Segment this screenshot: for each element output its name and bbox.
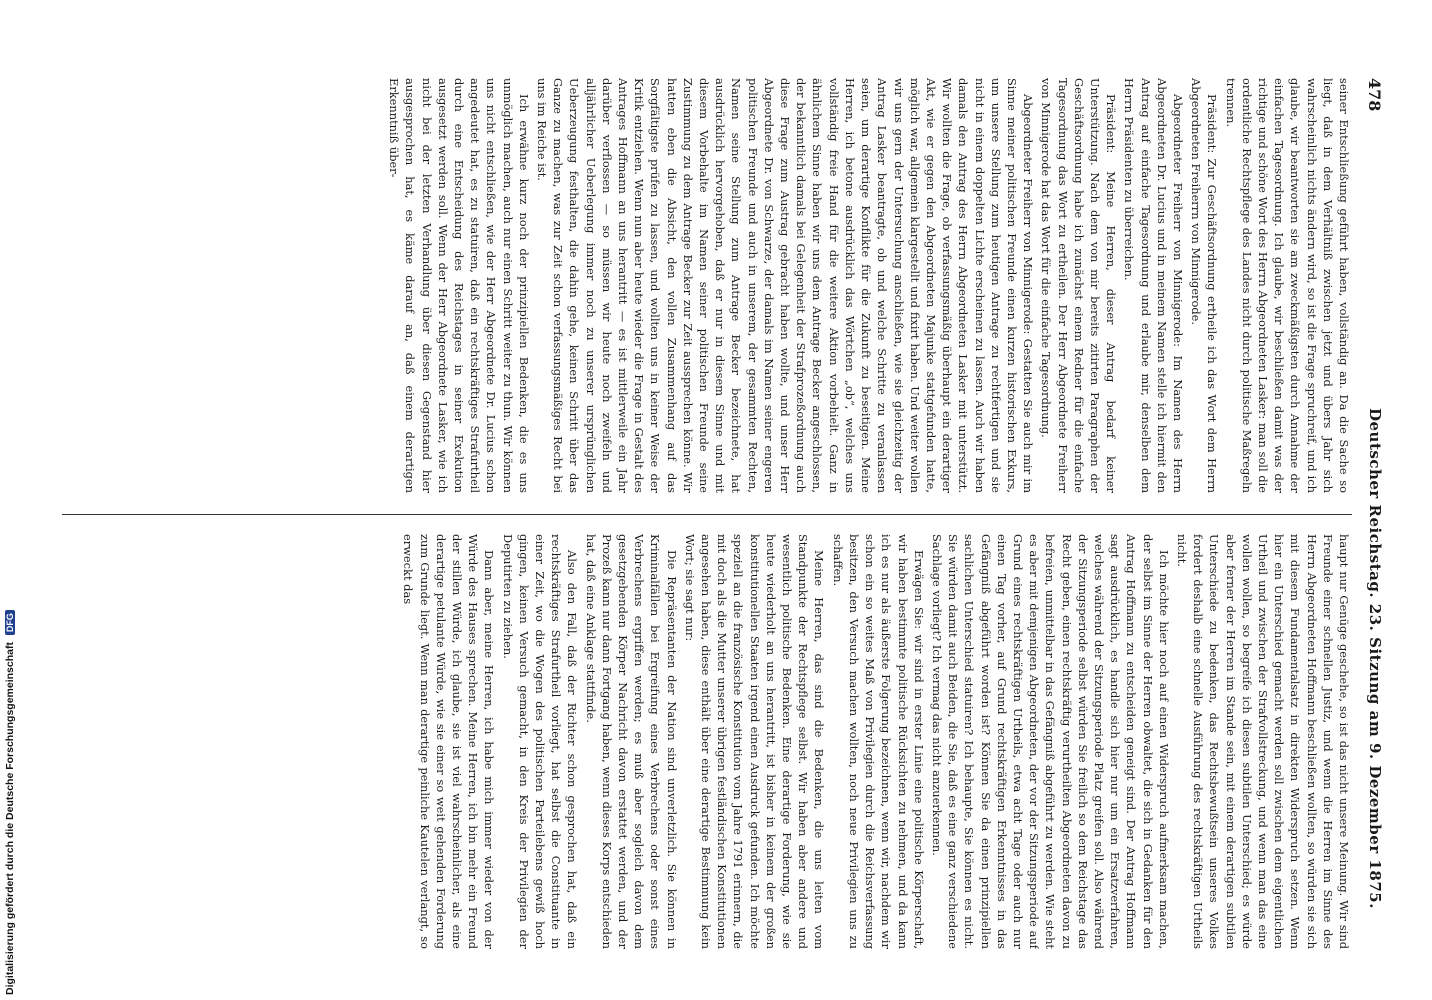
digitization-credit	[0, 0, 22, 1000]
paragraph: Präsident: Meine Herren, dieser Antrag bedarf keiner Unterstützung. Nach dem von mir bereits zitirten Paragraphen der Geschäftsordnung habe ich zunächst einem Redner für die einfache Tagesordnung das Wort zu ertheilen. Der Herr Abgeordnete Freiherr von Minnigerode hat das Wort für die einfache Tagesordnung.	[1039, 78, 1119, 493]
paragraph: Erwägen Sie: wir sind in erster Linie eine politische Körperschaft, wir haben bestimmte politische Rücksichten zu nehmen, und da kann ich es nur als äußerste Folgerung bezeichnen, wenn wir, nachdem wir schon ein so weites Maß von Privilegien durch die Reichsverfassung besitzen, den Versuch machen wollten, noch neue Privilegien uns zu schaffen.	[830, 534, 926, 949]
page-number: 478	[1365, 78, 1384, 112]
paragraph: Ich möchte hier noch auf einen Widerspruch aufmerksam machen, der selbst im Sinne der Herren obwaltet, die sich in Gedanken für den Antrag Hoffmann zu entscheiden geneigt sind. Der Antrag Hoffmann sagt ausdrücklich, es handle sich hier nur um ein Ersatzverfahren, welches während der Sitzungsperiode Platz greifen soll. Also während der Sitzungsperiode selbst würden Sie freilich so dem Reichstage das Recht geben, einen rechtskräftig verurtheilten Abgeordneten davon zu befreien, unmittelbar in das Gefängniß abgeführt zu werden. Wie steht es aber mit demjenigen Abgeordneten, der vor der Sitzungsperiode auf Grund eines rechtskräftigen Urtheils, etwa acht Tage oder auch nur einen Tag vorher, auf Grund rechtskräftigen Erkenntnisses in das Gefängniß abgeführt worden ist? Können Sie da einen prinzipiellen sachlichen Unterschied statuiren? Ich behaupte, Sie können es nicht. Sie würden damit auch Beiden, die Sie, daß es eine ganz verschiedene Sachlage vorliegt? Ich vermag das nicht anzuerkennen.	[929, 534, 1171, 949]
page-header	[1362, 78, 1386, 958]
document-page	[56, 78, 1386, 958]
paragraph: seiner Entschließung geführt haben, vollständig an. Da die Sache so liegt, daß in dem Verhältniß zwischen jetzt und übers Jahr sich wahrscheinlich nichts ändern wird, so ist die Frage spruchreif, und ich glaube, wir beantworten sie am zweckmäßigsten durch Annahme der einfachen Tagesordnung. Ich glaube, wir beschließen damit was der richtige und schöne Wort des Herrn Abgeordneten Lasker: man soll die ordentliche Rechtspflege des Landes nicht durch politische Maßregeln trennen.	[1223, 78, 1351, 493]
paragraph: Also den Fall, daß der Richter schon gesprochen hat, daß ein rechtskräftiges Strafurtheil vorliegt, hat selbst die Constituante in einer Zeit, wo die Wogen des politischen Parteilebens gewiß hoch gingen, keinen Versuch gemacht, in den Kreis der Privilegien der Deputirten zu ziehen.	[500, 534, 580, 949]
dfg-logo-icon: DFG	[5, 610, 15, 635]
running-head: Deutscher Reichstag. 23. Sitzung am 9. Dezember 1875.	[1366, 408, 1384, 909]
credit-text: Digitalisierung gefördert durch die Deutsche Forschungsgemeinschaft	[4, 642, 16, 995]
credit-line	[4, 610, 16, 995]
paragraph: Abgeordneter Freiherr von Minnigerode: Im Namen des Herrn Abgeordneten Dr. Lucius und in meinem Namen stelle ich hiermit den Antrag auf einfache Tagesordnung und erlaube mir, denselben dem Herrn Präsidenten zu überreichen.	[1122, 78, 1185, 493]
right-column	[62, 534, 1352, 949]
paragraph: Ich erwähne kurz noch der prinzipiellen Bedenken, die es uns unmöglich machen, auch nur einen Schritt weiter zu thun. Wir können uns nicht entschließen, wie der Herr Abgeordnete Dr. Lucius schon angedeutet hat, es zu statuiren, daß ein rechtskräftiges Strafurtheil durch eine Entscheidung des Reichstages in seiner Exekution ausgesetzt werden soll. Wenn der Herr Abgeordnete Lasker, wie ich nicht bei der letzten Verhandlung über diesen Gegenstand hier ausgesprochen hat, es käme darauf an, daß einem derartigen Erkenntniß über-	[387, 78, 531, 493]
paragraph: Abgeordneter Freiherr von Minnigerode: Gestatten Sie auch mir im Sinne meiner politischen Freunde einen kurzen historischen Exkurs, um unsere Stellung zum heutigen Antrage zu rechtfertigen und sie nicht in einem doppelten Lichte erscheinen zu lassen. Auch wir haben damals den Antrag des Herrn Abgeordneten Lasker mit unterstützt. Wir wollten die Frage, ob verfassungsmäßig überhaupt ein derartiger Akt, wie er gegen den Abgeordneten Majunke stattgefunden hatte, möglich war, allgemein klargestellt und fixirt haben. Und weiter wollen wir uns gern der Untersuchung anschließen, wie sie gleichzeitig der Antrag Lasker beantragte, ob und welche Schritte zu veranlassen seien, um derartige Konflikte für die Zukunft zu beseitigen. Meine Herren, ich betone ausdrücklich das Wörtchen „ob“, welches uns vollständig freie Hand für die weitere Aktion vorbehielt. Ganz in ähnlichem Sinne haben wir uns dem Antrage Becker angeschlossen, der bekanntlich damals bei Gelegenheit der Strafprozeßordnung auch diese Frage zum Austrag gebracht haben wollte, und unser Herr Abgeordnete Dr. von Schwarze, der damals im Namen seiner engeren politischen Freunde und auch in unserem, der gesammten Rechten, Namen seine Stellung zum Antrage Becker bezeichnete, hat ausdrücklich hervorgehoben, daß er nur in diesem Sinne und mit diesem Vorbehalte im Namen seiner politischen Freunde seine Zustimmung zu dem Antrage Becker zur Zeit aussprechen könne. Wir hatten eben die Absicht, den vollen Zusammenhang auf das Sorgfältigste prüfen zu lassen, und wollten uns in keiner Weise der Kritik entziehen. Wenn nun aber heute wieder die Frage in Gestalt des Antrages Hoffmann an uns herantritt — es ist mittlerweile ein Jahr darüber verflossen — so müssen wir heute noch zweifeln und alljährlicher Ueberlegung immer noch zu unserer ursprünglichen Ueberzeugung festhalten, die dahin gehe, keinen Schritt über das Ganze zu machen, was zur Zeit schon verfassungsmäßiges Recht bei uns im Reiche ist.	[535, 78, 1036, 493]
column-divider	[62, 514, 1352, 515]
left-column	[62, 78, 1352, 493]
paragraph: Dann aber, meine Herren, ich habe mich immer wieder von der Würde des Hauses sprechen. Meine Herren, ich bin mehr ein Freund der stillen Würde, ich glaube, sie ist viel wahrscheinlicher, als eine derartige petulante Würde, wie sie einer so weit gehenden Forderung zum Grunde liegt. Wenn man derartige peinliche Kautelen verlangt, so erweckt das	[401, 534, 497, 949]
paragraph: haupt nur Genüge geschehe, so ist das nicht unsere Meinung. Wir sind Freunde einer schnellen Justiz, und wenn die Herren im Sinne des Herrn Abgeordneten Hoffmann beschließen wollten, so würden sie sich mit diesem Fundamentalsatz in direkten Widerspruch setzen. Wenn hier ein Unterschied gemacht werden soll zwischen dem eigentlichen Urtheil und zwischen der Strafvollstreckung, und wenn man das eine wollen wollen, so begreife ich diesen subtilen Unterschied; es würde aber ferner der Herren im Stande sein, mit einem derartigen subtilen Unterschiede zu bedenken, das Rechtsbewußtsein unseres Volkes fordert deshalb eine schnelle Ausführung des rechtskräftigen Urtheils nicht.	[1174, 534, 1351, 949]
paragraph: Präsident: Zur Geschäftsordnung ertheile ich das Wort dem Herrn Abgeordneten Freiherrn von Minnigerode.	[1189, 78, 1220, 493]
paragraph: Meine Herren, das sind die Bedenken, die uns leiten vom Standpunkte der Rechtspflege selbst. Wir haben aber andere und wesentlich politische Bedenken. Eine derartige Forderung, wie sie heute wiederholt an uns herantritt, ist bisher in keinem der großen konstitutionellen Staaten irgend einen Ausdruck gefunden. Ich möchte speziell an die französische Konstitution vom Jahre 1791 erinnern, die mit doch als die Mutter unserer übrigen festländischen Konstitutionen angesehen haben, diese enthält über eine derartige Bestimmung kein Wort; sie sagt nur:	[682, 534, 827, 949]
quotation: Die Repräsentanten der Nation sind unverletzlich. Sie können in Kriminalfällen bei Ergreifung eines Verbrechens oder sonst eines Verbrechens ergriffen werden; es muß aber sogleich davon dem gesetzgebenden Körper Nachricht davon erstattet werden, und der Prozeß kann nur dann Fortgang haben, wenn dieses Korps entschieden hat, daß eine Anklage stattfinde.	[583, 534, 679, 949]
